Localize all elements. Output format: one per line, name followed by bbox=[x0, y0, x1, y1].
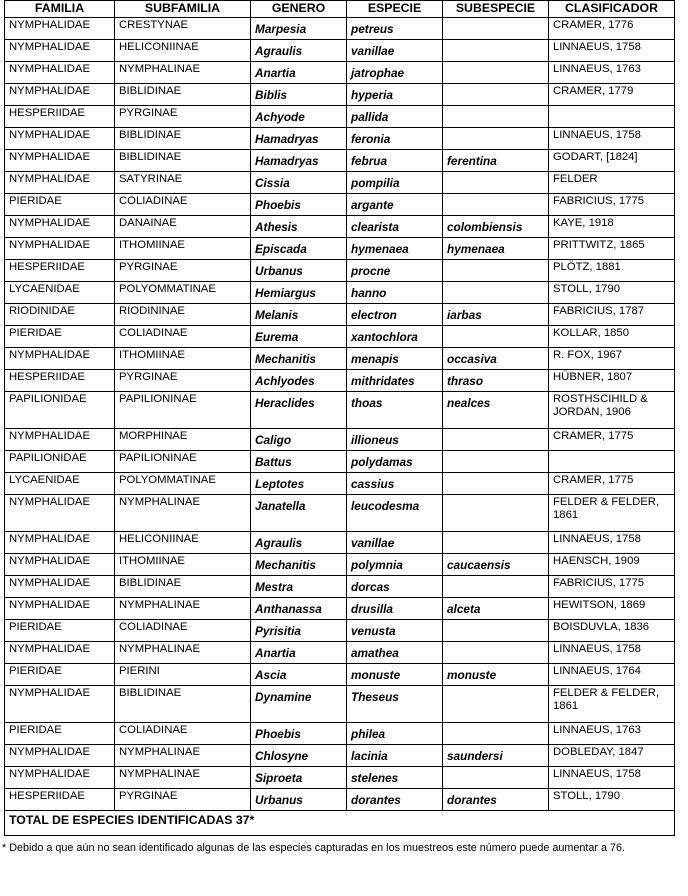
cell-genero: Agraulis bbox=[251, 531, 347, 553]
cell-especie: drusilla bbox=[347, 597, 443, 619]
table-row bbox=[5, 428, 675, 450]
table-body bbox=[5, 17, 675, 810]
cell-subfamilia: POLYOMMATINAE bbox=[115, 281, 251, 303]
cell-familia: PAPILIONIDAE bbox=[5, 391, 115, 428]
table-row bbox=[5, 494, 675, 531]
cell-genero: Phoebis bbox=[251, 722, 347, 744]
table-row bbox=[5, 17, 675, 39]
cell-subespecie bbox=[443, 259, 549, 281]
table-row bbox=[5, 685, 675, 722]
cell-subespecie: monuste bbox=[443, 663, 549, 685]
cell-especie: procne bbox=[347, 259, 443, 281]
table-row bbox=[5, 303, 675, 325]
cell-clasificador: STOLL, 1790 bbox=[549, 281, 675, 303]
cell-clasificador: HÜBNER, 1807 bbox=[549, 369, 675, 391]
cell-subespecie: caucaensis bbox=[443, 553, 549, 575]
table-row bbox=[5, 171, 675, 193]
cell-subfamilia: NYMPHALINAE bbox=[115, 744, 251, 766]
cell-subfamilia: NYMPHALINAE bbox=[115, 61, 251, 83]
cell-genero: Battus bbox=[251, 450, 347, 472]
table-row bbox=[5, 105, 675, 127]
cell-genero: Hamadryas bbox=[251, 149, 347, 171]
cell-subfamilia: PYRGINAE bbox=[115, 369, 251, 391]
table-row bbox=[5, 531, 675, 553]
cell-especie: hanno bbox=[347, 281, 443, 303]
cell-clasificador: KOLLAR, 1850 bbox=[549, 325, 675, 347]
cell-familia: NYMPHALIDAE bbox=[5, 39, 115, 61]
cell-familia: NYMPHALIDAE bbox=[5, 597, 115, 619]
cell-subfamilia: PYRGINAE bbox=[115, 105, 251, 127]
cell-especie: menapis bbox=[347, 347, 443, 369]
cell-especie: xantochlora bbox=[347, 325, 443, 347]
cell-genero: Ascia bbox=[251, 663, 347, 685]
species-table bbox=[4, 0, 675, 836]
cell-familia: NYMPHALIDAE bbox=[5, 17, 115, 39]
cell-subespecie bbox=[443, 619, 549, 641]
cell-clasificador: STOLL, 1790 bbox=[549, 788, 675, 810]
cell-genero: Agraulis bbox=[251, 39, 347, 61]
cell-subfamilia: PIERINI bbox=[115, 663, 251, 685]
cell-subfamilia: PYRGINAE bbox=[115, 259, 251, 281]
cell-clasificador: BOISDUVLA, 1836 bbox=[549, 619, 675, 641]
cell-familia: PAPILIONIDAE bbox=[5, 450, 115, 472]
cell-clasificador: LINNAEUS, 1763 bbox=[549, 722, 675, 744]
cell-genero: Phoebis bbox=[251, 193, 347, 215]
cell-genero: Hemiargus bbox=[251, 281, 347, 303]
cell-especie: februa bbox=[347, 149, 443, 171]
cell-familia: HESPERIIDAE bbox=[5, 259, 115, 281]
cell-especie: illioneus bbox=[347, 428, 443, 450]
cell-subespecie bbox=[443, 641, 549, 663]
cell-familia: HESPERIIDAE bbox=[5, 369, 115, 391]
cell-genero: Janatella bbox=[251, 494, 347, 531]
cell-familia: HESPERIIDAE bbox=[5, 788, 115, 810]
cell-familia: NYMPHALIDAE bbox=[5, 553, 115, 575]
cell-subfamilia: ITHOMIINAE bbox=[115, 237, 251, 259]
cell-subfamilia: PYRGINAE bbox=[115, 788, 251, 810]
cell-subfamilia: SATYRINAE bbox=[115, 171, 251, 193]
cell-especie: petreus bbox=[347, 17, 443, 39]
cell-genero: Chlosyne bbox=[251, 744, 347, 766]
header-row bbox=[5, 1, 675, 18]
table-row bbox=[5, 347, 675, 369]
cell-subfamilia: POLYOMMATINAE bbox=[115, 472, 251, 494]
cell-clasificador: LINNAEUS, 1758 bbox=[549, 39, 675, 61]
table-row bbox=[5, 472, 675, 494]
cell-subespecie bbox=[443, 472, 549, 494]
cell-subfamilia: COLIADINAE bbox=[115, 193, 251, 215]
cell-familia: NYMPHALIDAE bbox=[5, 531, 115, 553]
cell-subespecie: occasiva bbox=[443, 347, 549, 369]
cell-genero: Eurema bbox=[251, 325, 347, 347]
cell-genero: Dynamine bbox=[251, 685, 347, 722]
table-row bbox=[5, 259, 675, 281]
cell-subespecie bbox=[443, 685, 549, 722]
cell-subfamilia: BIBLIDINAE bbox=[115, 83, 251, 105]
cell-subespecie bbox=[443, 105, 549, 127]
cell-subespecie bbox=[443, 193, 549, 215]
cell-familia: NYMPHALIDAE bbox=[5, 127, 115, 149]
cell-familia: NYMPHALIDAE bbox=[5, 494, 115, 531]
cell-subespecie bbox=[443, 450, 549, 472]
cell-genero: Marpesia bbox=[251, 17, 347, 39]
table-row bbox=[5, 127, 675, 149]
cell-clasificador: LINNAEUS, 1758 bbox=[549, 127, 675, 149]
cell-genero: Mestra bbox=[251, 575, 347, 597]
cell-subespecie: dorantes bbox=[443, 788, 549, 810]
cell-genero: Anartia bbox=[251, 61, 347, 83]
cell-especie: dorantes bbox=[347, 788, 443, 810]
cell-especie: thoas bbox=[347, 391, 443, 428]
cell-subfamilia: NYMPHALINAE bbox=[115, 597, 251, 619]
cell-familia: PIERIDAE bbox=[5, 619, 115, 641]
cell-subfamilia: HELICONIINAE bbox=[115, 39, 251, 61]
cell-subespecie: iarbas bbox=[443, 303, 549, 325]
cell-genero: Mechanitis bbox=[251, 347, 347, 369]
table-row bbox=[5, 663, 675, 685]
cell-especie: monuste bbox=[347, 663, 443, 685]
cell-especie: hyperia bbox=[347, 83, 443, 105]
table-row bbox=[5, 766, 675, 788]
cell-subespecie: thraso bbox=[443, 369, 549, 391]
table-row bbox=[5, 39, 675, 61]
cell-genero: Achlyodes bbox=[251, 369, 347, 391]
cell-subfamilia: ITHOMIINAE bbox=[115, 347, 251, 369]
cell-especie: pompilia bbox=[347, 171, 443, 193]
cell-especie: lacinia bbox=[347, 744, 443, 766]
cell-familia: PIERIDAE bbox=[5, 663, 115, 685]
cell-subespecie: alceta bbox=[443, 597, 549, 619]
cell-subespecie bbox=[443, 494, 549, 531]
cell-clasificador: FELDER & FELDER, 1861 bbox=[549, 685, 675, 722]
table-row bbox=[5, 619, 675, 641]
cell-especie: argante bbox=[347, 193, 443, 215]
cell-clasificador: FABRICIUS, 1775 bbox=[549, 193, 675, 215]
cell-genero: Caligo bbox=[251, 428, 347, 450]
cell-especie: stelenes bbox=[347, 766, 443, 788]
cell-familia: HESPERIIDAE bbox=[5, 105, 115, 127]
cell-genero: Hamadryas bbox=[251, 127, 347, 149]
cell-clasificador: HEWITSON, 1869 bbox=[549, 597, 675, 619]
cell-subfamilia: NYMPHALINAE bbox=[115, 641, 251, 663]
cell-especie: polydamas bbox=[347, 450, 443, 472]
cell-clasificador: FABRICIUS, 1775 bbox=[549, 575, 675, 597]
cell-clasificador: R. FOX, 1967 bbox=[549, 347, 675, 369]
cell-clasificador: LINNAEUS, 1764 bbox=[549, 663, 675, 685]
cell-subfamilia: BIBLIDINAE bbox=[115, 127, 251, 149]
cell-familia: NYMPHALIDAE bbox=[5, 347, 115, 369]
cell-subfamilia: PAPILIONINAE bbox=[115, 450, 251, 472]
table-row bbox=[5, 215, 675, 237]
cell-familia: LYCAENIDAE bbox=[5, 472, 115, 494]
cell-clasificador: FELDER & FELDER, 1861 bbox=[549, 494, 675, 531]
table-row bbox=[5, 722, 675, 744]
cell-genero: Melanis bbox=[251, 303, 347, 325]
cell-clasificador bbox=[549, 105, 675, 127]
cell-especie: polymnia bbox=[347, 553, 443, 575]
cell-clasificador: LINNAEUS, 1758 bbox=[549, 766, 675, 788]
cell-especie: clearista bbox=[347, 215, 443, 237]
cell-familia: NYMPHALIDAE bbox=[5, 685, 115, 722]
cell-genero: Urbanus bbox=[251, 259, 347, 281]
cell-clasificador: FABRICIUS, 1787 bbox=[549, 303, 675, 325]
cell-subfamilia: BIBLIDINAE bbox=[115, 149, 251, 171]
cell-subespecie: ferentina bbox=[443, 149, 549, 171]
table-row bbox=[5, 83, 675, 105]
footnote: * Debido a que aún no sean identificado algunas de las especies capturadas en los muestreos este número puede aumentar a 76. bbox=[2, 842, 626, 854]
cell-subespecie bbox=[443, 722, 549, 744]
cell-genero: Pyrisitia bbox=[251, 619, 347, 641]
cell-especie: Theseus bbox=[347, 685, 443, 722]
cell-genero: Biblis bbox=[251, 83, 347, 105]
cell-subespecie bbox=[443, 171, 549, 193]
header-genero: GENERO bbox=[251, 1, 347, 18]
cell-clasificador: PLÖTZ, 1881 bbox=[549, 259, 675, 281]
cell-familia: NYMPHALIDAE bbox=[5, 641, 115, 663]
cell-familia: NYMPHALIDAE bbox=[5, 83, 115, 105]
table-row bbox=[5, 788, 675, 810]
cell-especie: vanillae bbox=[347, 531, 443, 553]
cell-subfamilia: NYMPHALINAE bbox=[115, 766, 251, 788]
table-row bbox=[5, 450, 675, 472]
cell-familia: PIERIDAE bbox=[5, 325, 115, 347]
cell-familia: NYMPHALIDAE bbox=[5, 171, 115, 193]
cell-subespecie: nealces bbox=[443, 391, 549, 428]
cell-familia: LYCAENIDAE bbox=[5, 281, 115, 303]
cell-subespecie bbox=[443, 17, 549, 39]
cell-familia: NYMPHALIDAE bbox=[5, 575, 115, 597]
cell-subfamilia: PAPILIONINAE bbox=[115, 391, 251, 428]
cell-subespecie bbox=[443, 61, 549, 83]
cell-especie: dorcas bbox=[347, 575, 443, 597]
cell-genero: Achyode bbox=[251, 105, 347, 127]
cell-clasificador: CRAMER, 1776 bbox=[549, 17, 675, 39]
table-row bbox=[5, 325, 675, 347]
cell-familia: NYMPHALIDAE bbox=[5, 215, 115, 237]
cell-clasificador: CRAMER, 1775 bbox=[549, 472, 675, 494]
table-row bbox=[5, 237, 675, 259]
cell-genero: Heraclides bbox=[251, 391, 347, 428]
cell-genero: Leptotes bbox=[251, 472, 347, 494]
cell-subespecie bbox=[443, 83, 549, 105]
cell-subfamilia: COLIADINAE bbox=[115, 325, 251, 347]
cell-especie: venusta bbox=[347, 619, 443, 641]
cell-especie: philea bbox=[347, 722, 443, 744]
cell-familia: NYMPHALIDAE bbox=[5, 744, 115, 766]
cell-familia: NYMPHALIDAE bbox=[5, 61, 115, 83]
table-row bbox=[5, 744, 675, 766]
cell-especie: vanillae bbox=[347, 39, 443, 61]
cell-subespecie bbox=[443, 127, 549, 149]
cell-especie: leucodesma bbox=[347, 494, 443, 531]
cell-familia: NYMPHALIDAE bbox=[5, 766, 115, 788]
cell-subfamilia: BIBLIDINAE bbox=[115, 685, 251, 722]
cell-familia: PIERIDAE bbox=[5, 722, 115, 744]
cell-clasificador bbox=[549, 450, 675, 472]
cell-clasificador: LINNAEUS, 1758 bbox=[549, 641, 675, 663]
cell-especie: feronia bbox=[347, 127, 443, 149]
table-row bbox=[5, 193, 675, 215]
cell-familia: RIODINIDAE bbox=[5, 303, 115, 325]
table-row bbox=[5, 575, 675, 597]
cell-clasificador: CRAMER, 1775 bbox=[549, 428, 675, 450]
cell-subfamilia: DANAINAE bbox=[115, 215, 251, 237]
cell-subfamilia: COLIADINAE bbox=[115, 619, 251, 641]
table-row bbox=[5, 149, 675, 171]
cell-clasificador: FELDER bbox=[549, 171, 675, 193]
cell-genero: Episcada bbox=[251, 237, 347, 259]
cell-subespecie bbox=[443, 531, 549, 553]
cell-genero: Mechanitis bbox=[251, 553, 347, 575]
cell-genero: Athesis bbox=[251, 215, 347, 237]
cell-especie: cassius bbox=[347, 472, 443, 494]
cell-subfamilia: NYMPHALINAE bbox=[115, 494, 251, 531]
cell-clasificador: ROSTHSCIHILD & JORDAN, 1906 bbox=[549, 391, 675, 428]
cell-especie: jatrophae bbox=[347, 61, 443, 83]
cell-subespecie bbox=[443, 39, 549, 61]
cell-clasificador: PRITTWITZ, 1865 bbox=[549, 237, 675, 259]
cell-genero: Urbanus bbox=[251, 788, 347, 810]
cell-subfamilia: CRESTYNAE bbox=[115, 17, 251, 39]
cell-especie: hymenaea bbox=[347, 237, 443, 259]
table-row bbox=[5, 597, 675, 619]
cell-especie: mithridates bbox=[347, 369, 443, 391]
cell-subespecie: colombiensis bbox=[443, 215, 549, 237]
total-row bbox=[5, 810, 675, 835]
cell-genero: Anthanassa bbox=[251, 597, 347, 619]
cell-familia: NYMPHALIDAE bbox=[5, 428, 115, 450]
cell-genero: Siproeta bbox=[251, 766, 347, 788]
cell-subespecie bbox=[443, 325, 549, 347]
cell-clasificador: CRAMER, 1779 bbox=[549, 83, 675, 105]
cell-especie: electron bbox=[347, 303, 443, 325]
cell-especie: pallida bbox=[347, 105, 443, 127]
cell-especie: amathea bbox=[347, 641, 443, 663]
total-label: TOTAL DE ESPECIES IDENTIFICADAS 37* bbox=[5, 810, 675, 835]
cell-subespecie: hymenaea bbox=[443, 237, 549, 259]
cell-subfamilia: ITHOMIINAE bbox=[115, 553, 251, 575]
cell-clasificador: DOBLEDAY, 1847 bbox=[549, 744, 675, 766]
cell-clasificador: HAENSCH, 1909 bbox=[549, 553, 675, 575]
header-familia: FAMILIA bbox=[5, 1, 115, 18]
cell-clasificador: GODART, [1824] bbox=[549, 149, 675, 171]
cell-subfamilia: HELICONIINAE bbox=[115, 531, 251, 553]
cell-genero: Cissia bbox=[251, 171, 347, 193]
cell-familia: PIERIDAE bbox=[5, 193, 115, 215]
cell-subfamilia: COLIADINAE bbox=[115, 722, 251, 744]
cell-subfamilia: RIODININAE bbox=[115, 303, 251, 325]
cell-subespecie bbox=[443, 428, 549, 450]
cell-clasificador: KAYE, 1918 bbox=[549, 215, 675, 237]
cell-familia: NYMPHALIDAE bbox=[5, 237, 115, 259]
table-row bbox=[5, 553, 675, 575]
cell-subespecie bbox=[443, 281, 549, 303]
cell-familia: NYMPHALIDAE bbox=[5, 149, 115, 171]
cell-subfamilia: BIBLIDINAE bbox=[115, 575, 251, 597]
cell-subfamilia: MORPHINAE bbox=[115, 428, 251, 450]
cell-clasificador: LINNAEUS, 1758 bbox=[549, 531, 675, 553]
header-subfamilia: SUBFAMILIA bbox=[115, 1, 251, 18]
table-row bbox=[5, 641, 675, 663]
header-clasificador: CLASIFICADOR bbox=[549, 1, 675, 18]
cell-subespecie bbox=[443, 766, 549, 788]
cell-clasificador: LINNAEUS, 1763 bbox=[549, 61, 675, 83]
table-row bbox=[5, 391, 675, 428]
cell-genero: Anartia bbox=[251, 641, 347, 663]
header-especie: ESPECIE bbox=[347, 1, 443, 18]
cell-subespecie: saundersi bbox=[443, 744, 549, 766]
header-subespecie: SUBESPECIE bbox=[443, 1, 549, 18]
table-row bbox=[5, 281, 675, 303]
cell-subespecie bbox=[443, 575, 549, 597]
table-row bbox=[5, 61, 675, 83]
table-row bbox=[5, 369, 675, 391]
